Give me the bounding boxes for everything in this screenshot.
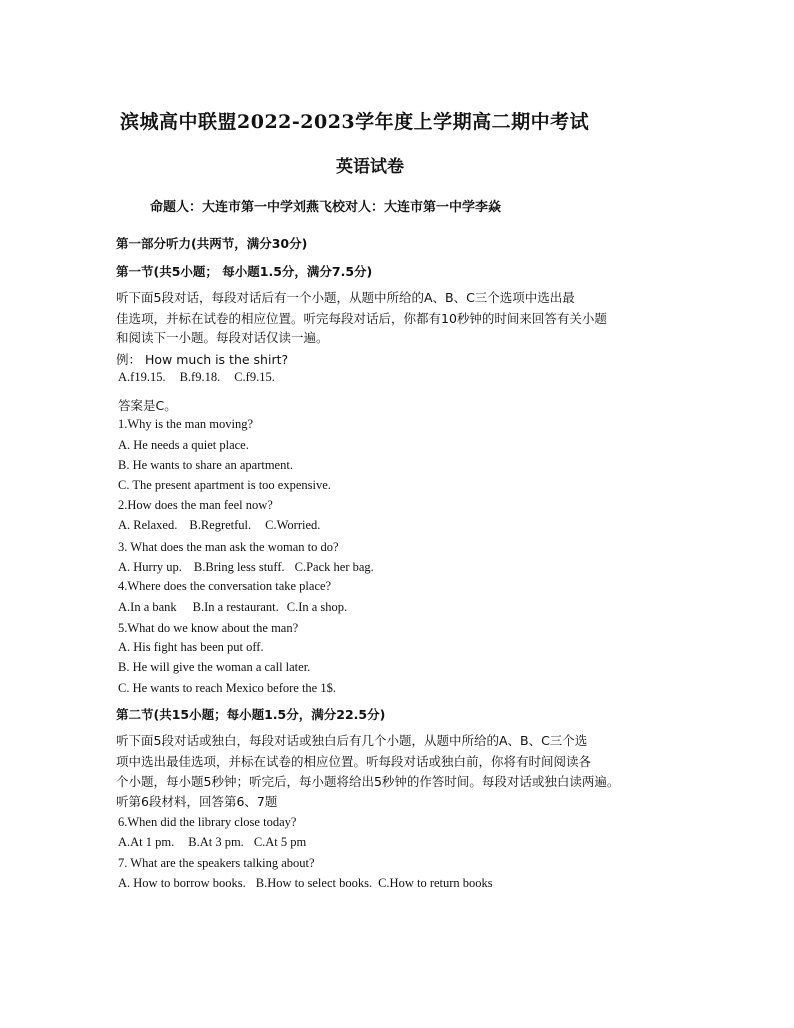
section2-instruction-line: 个小题，每小题5秒钟；听完后，每小题将给出5秒钟的作答时间。每段对话或独白读两遍。 <box>116 774 620 789</box>
option: B.In a restaurant. <box>192 600 279 614</box>
option: A. How to borrow books. <box>118 876 246 890</box>
option: B.At 3 pm. <box>188 835 244 849</box>
example-question <box>116 350 288 368</box>
question-text: 1.Why is the man moving? <box>118 417 254 431</box>
option: C.Pack her bag. <box>294 560 374 574</box>
section1-instruction-line: 佳选项，并标在试卷的相应位置。听完每段对话后，你都有10秒钟的时间来回答有关小题 <box>116 311 607 326</box>
option: C.Worried. <box>265 518 321 532</box>
question-text: 3. What does the man ask the woman to do? <box>118 540 339 554</box>
option: A. Hurry up. <box>118 560 182 574</box>
example-options <box>118 370 275 385</box>
exam-subtitle: 英语试卷 <box>336 157 404 177</box>
section1-instruction-line: 听下面5段对话，每段对话后有一个小题，从题中所给的A、B、C三个选项中选出最 <box>116 290 575 305</box>
question-options <box>118 600 347 615</box>
option: A.f19.15. <box>118 370 166 384</box>
option: B.Regretful. <box>189 518 252 532</box>
example-answer: 答案是C。 <box>118 398 177 413</box>
option: C.In a shop. <box>286 600 348 614</box>
example-question-text: 例： How much is the shirt? <box>116 352 289 367</box>
question-text: 2.How does the man feel now? <box>118 498 273 512</box>
option: C.At 5 pm <box>253 835 307 849</box>
option: B. He wants to share an apartment. <box>118 458 293 472</box>
option: B.f9.18. <box>179 370 221 384</box>
question-text: 6.When did the library close today? <box>118 815 297 829</box>
option: B.Bring less stuff. <box>193 560 285 574</box>
section2-instruction-line: 听下面5段对话或独白，每段对话或独白后有几个小题，从题中所给的A、B、C三个选 <box>116 733 588 748</box>
exam-authors: 命题人：大连市第一中学刘燕飞校对人：大连市第一中学李焱 <box>150 200 502 215</box>
option: A.At 1 pm. <box>118 835 175 849</box>
option: A. He needs a quiet place. <box>118 438 249 452</box>
exam-title: 滨城高中联盟2022-2023学年度上学期高二期中考试 <box>120 111 590 133</box>
section1-heading: 第一节(共5小题； 每小题1.5分，满分7.5分) <box>116 264 373 279</box>
section1-instruction-line: 和阅读下一小题。每段对话仅读一遍。 <box>116 330 329 345</box>
option: A.In a bank <box>118 600 177 614</box>
part1-heading: 第一部分听力(共两节，满分30分) <box>116 236 308 251</box>
option: B. He will give the woman a call later. <box>118 660 311 674</box>
section2-heading: 第二节(共15小题；每小题1.5分，满分22.5分) <box>116 707 386 722</box>
section2-instruction-line: 项中选出最佳选项，并标在试卷的相应位置。听每段对话或独白前，你将有时间阅读各 <box>116 754 592 769</box>
question-options <box>118 560 374 575</box>
question-options <box>118 835 306 850</box>
question-text: 4.Where does the conversation take place? <box>118 579 332 593</box>
option: C. He wants to reach Mexico before the 1$. <box>118 681 336 695</box>
question-options <box>118 518 320 533</box>
option: A. Relaxed. <box>118 518 178 532</box>
option: C.f9.15. <box>234 370 275 384</box>
section2-instruction-line: 听第6段材料，回答第6、7题 <box>116 794 278 809</box>
question-text: 7. What are the speakers talking about? <box>118 856 315 870</box>
option: A. His fight has been put off. <box>118 640 264 654</box>
question-text: 5.What do we know about the man? <box>118 621 299 635</box>
option: C. The present apartment is too expensive. <box>118 478 331 492</box>
question-options <box>118 876 493 891</box>
option: C.How to return books <box>378 876 493 890</box>
option: B.How to select books. <box>255 876 373 890</box>
